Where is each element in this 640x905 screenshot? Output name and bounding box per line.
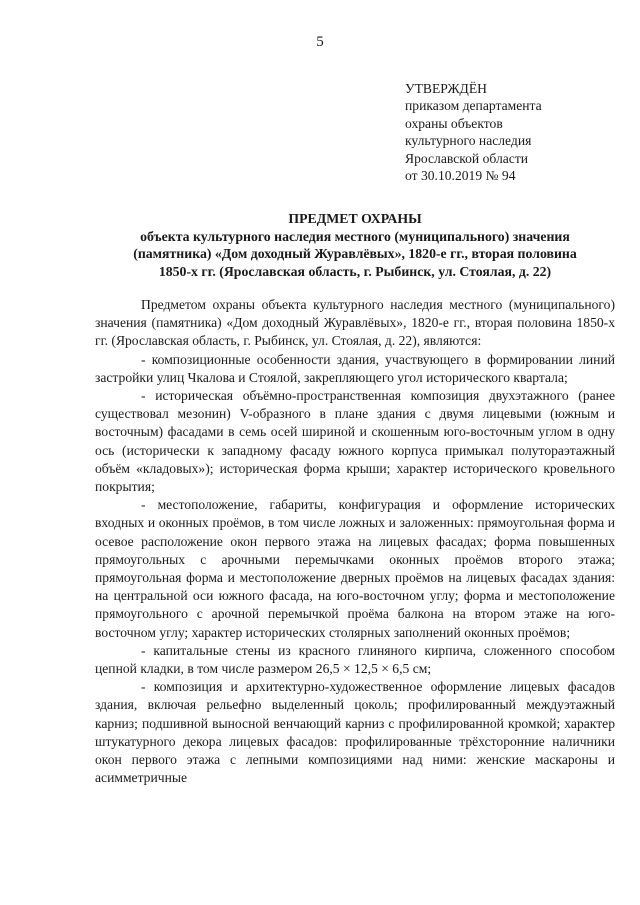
document-title: ПРЕДМЕТ ОХРАНЫ [288,211,422,226]
page-number: 5 [316,34,324,50]
paragraph-item: - местоположение, габариты, конфигурация и оформление исторических входных и оконных проёмов, в том числе ложных и заложенных: прямоугольная форма и осевое расположение окон первого этажа на лицевых фасадах; форма повышенных прямоугольных с арочными перемычками оконных проёмов второго этажа; прямоугольная форма и местоположение дверных проёмов на лицевых фасадах здания: на центральной оси южного фасада, на юго-восточном углу; форма и местоположение прямоугольного с арочной перемычкой проёма балкона на втором этаже на юго-восточном углу; характер исторических столярных заполнений оконных проёмов; [95,497,615,640]
document-subtitle-line: объекта культурного наследия местного (муниципального) значения [140,228,570,244]
approval-line: от 30.10.2019 № 94 [405,168,516,184]
paragraph-item: - композиция и архитектурно-художественное оформление лицевых фасадов здания, включая рельефно выделенный цоколь; профилированный междуэтажный карниз; подшивной выносной венчающий карниз с профилированной кромкой; характер штукатурного декора лицевых фасадов: профилированные трёхсторонние наличники окон первого этажа с лепными композициями над ними: женские маскароны и асимметричные [95,679,615,786]
approval-line: культурного наследия [405,133,532,149]
document-subtitle-line: 1850-х гг. (Ярославская область, г. Рыбинск, ул. Стоялая, д. 22) [158,263,552,279]
paragraph-item: - историческая объёмно-пространственная композиция двухэтажного (ранее существовал мезонин) V-образного в плане здания с двумя лицевыми (южным и восточным) фасадами в семь осей шириной и скошенным юго-восточным углом в одну ось (исторически к западному фасаду южного корпуса примыкал полутораэтажный объём «кладовых»); историческая форма крыши; характер исторического кровельного покрытия; [95,388,615,495]
document-heading [95,210,615,280]
paragraph-item: - капитальные стены из красного глиняного кирпича, сложенного способом цепной кладки, в том числе размером 26,5 × 12,5 × 6,5 см; [95,642,615,677]
paragraph-item: - композиционные особенности здания, участвующего в формировании линий застройки улиц Чкалова и Стоялой, закрепляющего угол исторического квартала; [95,351,615,385]
document-subtitle-line: (памятника) «Дом доходный Журавлёвых», 1820-е гг., вторая половина [133,246,577,262]
approval-stamp [405,80,542,184]
approval-line: приказом департамента [405,98,542,114]
approval-line: охраны объектов [405,115,503,131]
approval-line: Ярославской области [405,150,529,166]
approval-line: УТВЕРЖДЁН [405,81,487,96]
document-body [95,296,615,787]
paragraph-intro: Предметом охраны объекта культурного наследия местного (муниципального) значения (памятника) «Дом доходный Журавлёвых», 1820-е гг., вторая половина 1850-х гг. (Ярославская область, г. Рыбинск, ул. Стоялая, д. 22), являются: [95,297,615,349]
